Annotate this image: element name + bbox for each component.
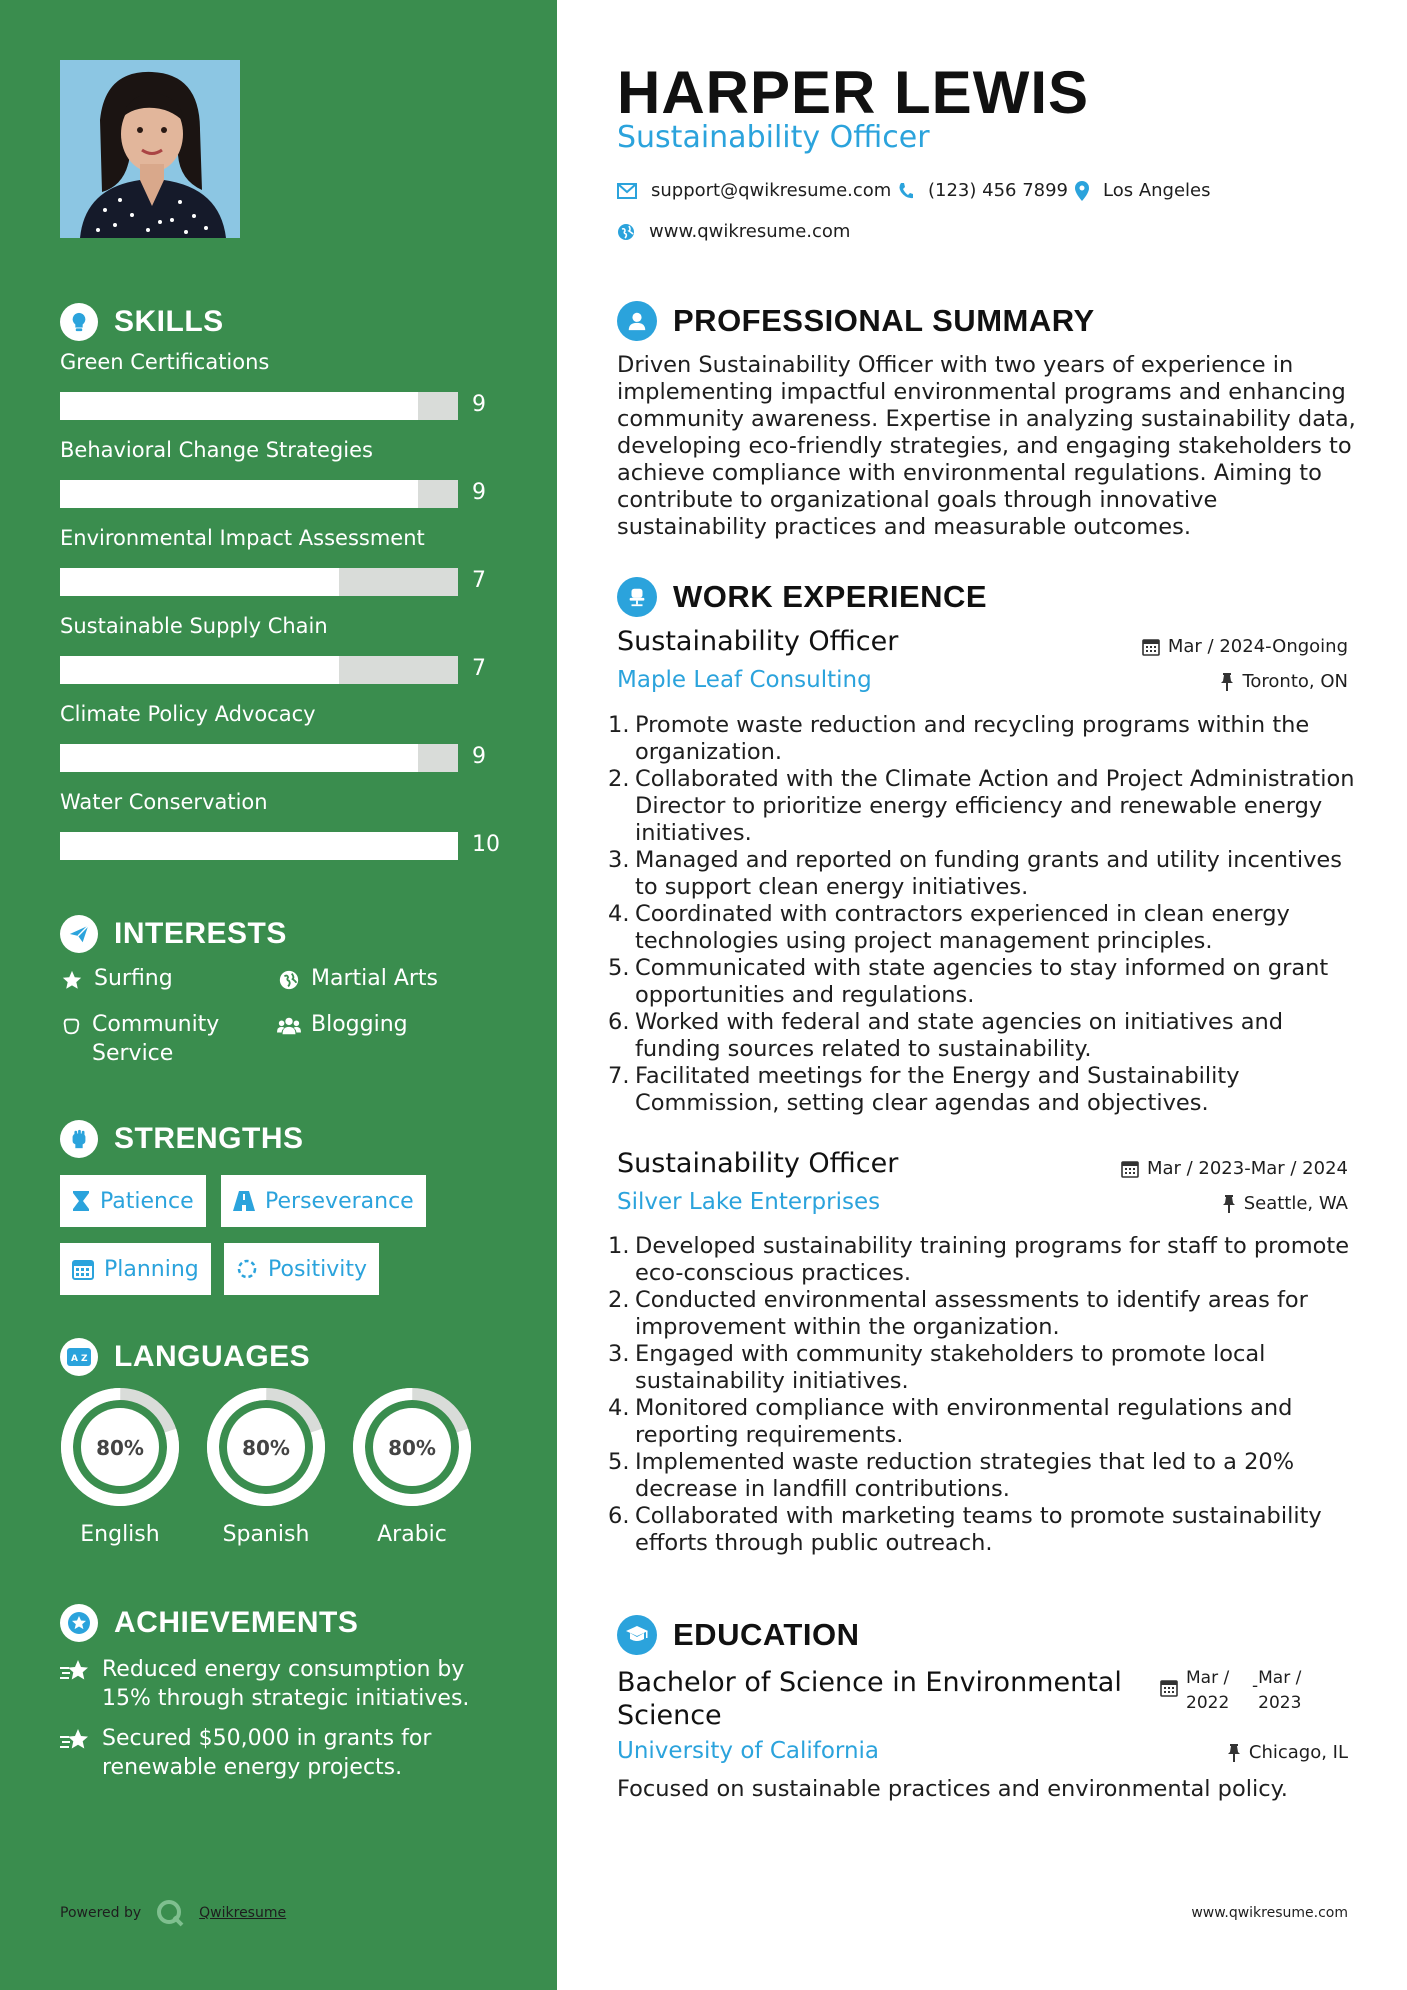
duty-text: Communicated with state agencies to stay informed on grant opportunities and regulations. [635, 955, 1329, 1008]
calendar-icon [1160, 1666, 1178, 1716]
achievement-text: Secured $50,000 in grants for renewable energy projects. [102, 1726, 432, 1780]
language-icon [60, 1338, 98, 1376]
skill-bar-fill [60, 832, 458, 860]
skill-bar-fill [60, 480, 418, 508]
duty-text: Collaborated with marketing teams to promote sustainability efforts through public outreach. [635, 1503, 1322, 1556]
award-icon [60, 1604, 98, 1642]
skill-bar [60, 744, 458, 772]
duty-item [608, 1395, 1360, 1449]
interests-heading-row [60, 915, 287, 953]
star-burst-icon [60, 1655, 90, 1713]
duty-item [608, 1503, 1360, 1557]
skill-value: 10 [472, 832, 500, 857]
education-dates [1160, 1666, 1301, 1716]
interest-label: Blogging [311, 1012, 408, 1037]
duty-item [608, 1341, 1360, 1395]
duty-number: 4. [608, 901, 630, 927]
summary-heading: PROFESSIONAL SUMMARY [673, 303, 1095, 338]
skill-bar-fill [60, 744, 418, 772]
education-heading: EDUCATION [673, 1617, 860, 1652]
strength-label: Patience [100, 1188, 194, 1214]
skill-item [60, 350, 500, 417]
phone-text[interactable]: (123) 456 7899 [928, 180, 1069, 201]
duty-item [608, 766, 1360, 847]
strength-tag [60, 1175, 206, 1227]
duty-number: 1. [608, 1233, 630, 1259]
achievement-item [60, 1655, 500, 1713]
education-school: University of California [617, 1738, 880, 1764]
skill-name: Environmental Impact Assessment [60, 526, 425, 550]
education-date-separator: - [1252, 1676, 1259, 1696]
duty-number: 7. [608, 1063, 630, 1089]
duty-item [608, 1449, 1360, 1503]
pushpin-icon [1220, 673, 1234, 691]
spinner-icon [236, 1258, 258, 1280]
language-label: Arabic [377, 1522, 447, 1547]
star-icon [60, 964, 84, 993]
duty-text: Collaborated with the Climate Action and Project Administration Director to prioritize energy efficiency and renewable energy initiatives. [635, 766, 1355, 846]
skills-heading: SKILLS [114, 305, 224, 338]
job-dates [1142, 636, 1348, 657]
skill-name: Climate Policy Advocacy [60, 702, 316, 726]
duty-item [608, 847, 1360, 901]
skill-bar-fill [60, 568, 339, 596]
duty-number: 6. [608, 1503, 630, 1529]
interest-item [277, 964, 438, 993]
interest-item [277, 1010, 408, 1039]
globe-icon [277, 964, 301, 993]
interest-item [60, 964, 173, 993]
skill-bar [60, 392, 458, 420]
education-start [1186, 1666, 1252, 1716]
interest-label: Community Service [92, 1012, 220, 1066]
skill-item [60, 790, 500, 857]
svg-text:Z: Z [81, 1354, 88, 1364]
job-location-text: Seattle, WA [1243, 1193, 1348, 1214]
contact-location [1075, 180, 1211, 201]
achievement-text: Reduced energy consumption by 15% through strategic initiatives. [102, 1657, 470, 1711]
duty-item [608, 955, 1360, 1009]
duty-number: 5. [608, 955, 630, 981]
contact-email [617, 180, 891, 201]
interest-label: Surfing [94, 966, 173, 991]
skill-item [60, 526, 500, 593]
skill-value: 7 [472, 656, 486, 681]
language-percent: 80% [388, 1436, 436, 1460]
job-duties [608, 712, 1360, 1117]
skill-bar [60, 480, 458, 508]
job-company: Maple Leaf Consulting [617, 667, 872, 693]
powered-by-label: Powered by [60, 1905, 142, 1921]
skill-bar [60, 568, 458, 596]
duty-text: Facilitated meetings for the Energy and Sustainability Commission, setting clear agendas and objectives. [635, 1063, 1240, 1116]
skill-bar-fill [60, 392, 418, 420]
job-duties [608, 1233, 1360, 1557]
education-description: Focused on sustainable practices and environmental policy. [617, 1776, 1288, 1802]
skill-name: Green Certifications [60, 350, 270, 374]
interest-label: Martial Arts [311, 966, 439, 991]
job-dates-text: Mar / 2024-Ongoing [1167, 636, 1348, 657]
duty-number: 5. [608, 1449, 630, 1475]
education-location-text: Chicago, IL [1248, 1742, 1348, 1763]
duty-text: Developed sustainability training programs for staff to promote eco-conscious practices. [635, 1233, 1350, 1286]
skill-value: 9 [472, 744, 486, 769]
duty-item [608, 712, 1360, 766]
interests-heading: INTERESTS [114, 917, 287, 950]
location-text: Los Angeles [1103, 180, 1211, 201]
duty-number: 3. [608, 1341, 630, 1367]
job-location [1220, 671, 1348, 692]
education-degree: Bachelor of Science in Environmental Science [617, 1667, 1122, 1731]
skill-bar [60, 832, 458, 860]
strength-tag [60, 1243, 211, 1295]
achievement-item [60, 1724, 500, 1782]
duty-number: 4. [608, 1395, 630, 1421]
hand-icon [60, 1010, 82, 1068]
strength-label: Positivity [268, 1256, 368, 1282]
job-dates [1121, 1158, 1348, 1179]
achievements-heading: ACHIEVEMENTS [114, 1606, 359, 1639]
skill-item [60, 702, 500, 769]
education-heading-row [617, 1615, 859, 1655]
duty-item [608, 1063, 1360, 1117]
svg-text:A: A [71, 1354, 78, 1364]
envelope-icon [617, 183, 637, 199]
duty-number: 2. [608, 766, 630, 792]
phone-icon [898, 182, 914, 200]
skill-value: 9 [472, 480, 486, 505]
contact-website [617, 221, 850, 242]
duty-text: Conducted environmental assessments to identify areas for improvement within the organization. [635, 1287, 1308, 1340]
duty-text: Promote waste reduction and recycling programs within the organization. [635, 712, 1310, 765]
duty-item [608, 1009, 1360, 1063]
sidebar [0, 0, 557, 1990]
languages-heading-row [60, 1338, 310, 1376]
skill-value: 9 [472, 392, 486, 417]
language-percent: 80% [242, 1436, 290, 1460]
strength-label: Planning [104, 1256, 199, 1282]
language-ring [350, 1385, 474, 1509]
job-location-text: Toronto, ON [1242, 671, 1348, 692]
achievements-heading-row [60, 1604, 358, 1642]
duty-number: 6. [608, 1009, 630, 1035]
qwikresume-logo-icon [155, 1898, 185, 1928]
email-text[interactable]: support@qwikresume.com [651, 180, 892, 201]
skill-name: Sustainable Supply Chain [60, 614, 328, 638]
candidate-name: HARPER LEWIS [617, 59, 1090, 126]
language-label: English [80, 1522, 160, 1547]
education-end-year: 2023 [1258, 1693, 1302, 1713]
experience-heading-row [617, 577, 987, 617]
skill-name: Water Conservation [60, 790, 268, 814]
globe-icon [617, 223, 635, 241]
job-location [1222, 1193, 1348, 1214]
duty-number: 2. [608, 1287, 630, 1313]
pushpin-icon [1227, 1744, 1241, 1762]
language-label: Spanish [222, 1522, 310, 1547]
pushpin-icon [1222, 1195, 1236, 1213]
duty-text: Managed and reported on funding grants and utility incentives to support clean energy initiatives. [635, 847, 1342, 900]
skill-item [60, 614, 500, 681]
job-company: Silver Lake Enterprises [617, 1189, 881, 1215]
duty-item [608, 1287, 1360, 1341]
contact-phone [898, 180, 1068, 201]
strength-tag [224, 1243, 379, 1295]
strength-label: Perseverance [265, 1188, 414, 1214]
education-start-month: Mar / [1186, 1668, 1230, 1688]
duty-text: Engaged with community stakeholders to promote local sustainability initiatives. [635, 1341, 1266, 1394]
education-end-month: Mar / [1258, 1668, 1302, 1688]
users-icon [277, 1010, 301, 1039]
experience-heading: WORK EXPERIENCE [673, 579, 988, 614]
skills-heading-row [60, 303, 224, 341]
summary-text: Driven Sustainability Officer with two years of experience in implementing impactful environmental programs and enhancing community awareness. Expertise in analyzing sustainability data, developing eco-friendly strategies, and engaging stakeholders to achieve compliance with environmental regulations. Aiming to contribute to organizational goals through innovative sustainability practices and measurable outcomes. [617, 352, 1356, 540]
strength-tag [221, 1175, 426, 1227]
language-ring [58, 1385, 182, 1509]
skill-value: 7 [472, 568, 486, 593]
lightbulb-icon [60, 303, 98, 341]
map-pin-icon [1075, 181, 1089, 201]
duty-text: Monitored compliance with environmental regulations and reporting requirements. [635, 1395, 1293, 1448]
skill-bar [60, 656, 458, 684]
calendar-icon [1121, 1160, 1139, 1178]
fist-icon [60, 1120, 98, 1158]
education-start-year: 2022 [1186, 1693, 1230, 1713]
calendar-icon [72, 1258, 94, 1280]
duty-item [608, 901, 1360, 955]
paper-plane-icon [60, 915, 98, 953]
language-percent: 80% [96, 1436, 144, 1460]
job-title: Sustainability Officer [617, 1148, 899, 1179]
graduation-cap-icon [617, 1615, 657, 1655]
skill-item [60, 438, 500, 505]
footer-website[interactable]: www.qwikresume.com [1191, 1905, 1348, 1921]
duty-text: Worked with federal and state agencies on initiatives and funding sources related to sustainability. [635, 1009, 1284, 1062]
duty-text: Implemented waste reduction strategies that led to a 20% decrease in landfill contributions. [635, 1449, 1295, 1502]
job-title: Sustainability Officer [617, 626, 899, 657]
profile-photo [60, 60, 240, 238]
job-dates-text: Mar / 2023-Mar / 2024 [1146, 1158, 1348, 1179]
skill-name: Behavioral Change Strategies [60, 438, 373, 462]
calendar-icon [1142, 638, 1160, 656]
education-location [1227, 1742, 1348, 1763]
skill-bar-fill [60, 656, 339, 684]
languages-heading: LANGUAGES [114, 1340, 311, 1373]
strengths-heading: STRENGTHS [114, 1122, 304, 1155]
duty-item [608, 1233, 1360, 1287]
summary-heading-row [617, 301, 1095, 341]
website-text[interactable]: www.qwikresume.com [649, 221, 851, 242]
powered-by [60, 1898, 286, 1928]
candidate-role: Sustainability Officer [617, 120, 930, 155]
education-end [1258, 1666, 1301, 1716]
hourglass-icon [72, 1190, 90, 1212]
strengths-heading-row [60, 1120, 304, 1158]
interest-item [60, 1010, 260, 1068]
user-icon [617, 301, 657, 341]
road-icon [233, 1191, 255, 1211]
qwikresume-link[interactable]: Qwikresume [199, 1905, 287, 1921]
duty-number: 3. [608, 847, 630, 873]
duty-text: Coordinated with contractors experienced in clean energy technologies using project management principles. [635, 901, 1290, 954]
briefcase-chair-icon [617, 577, 657, 617]
language-ring [204, 1385, 328, 1509]
duty-number: 1. [608, 712, 630, 738]
star-burst-icon [60, 1724, 90, 1782]
